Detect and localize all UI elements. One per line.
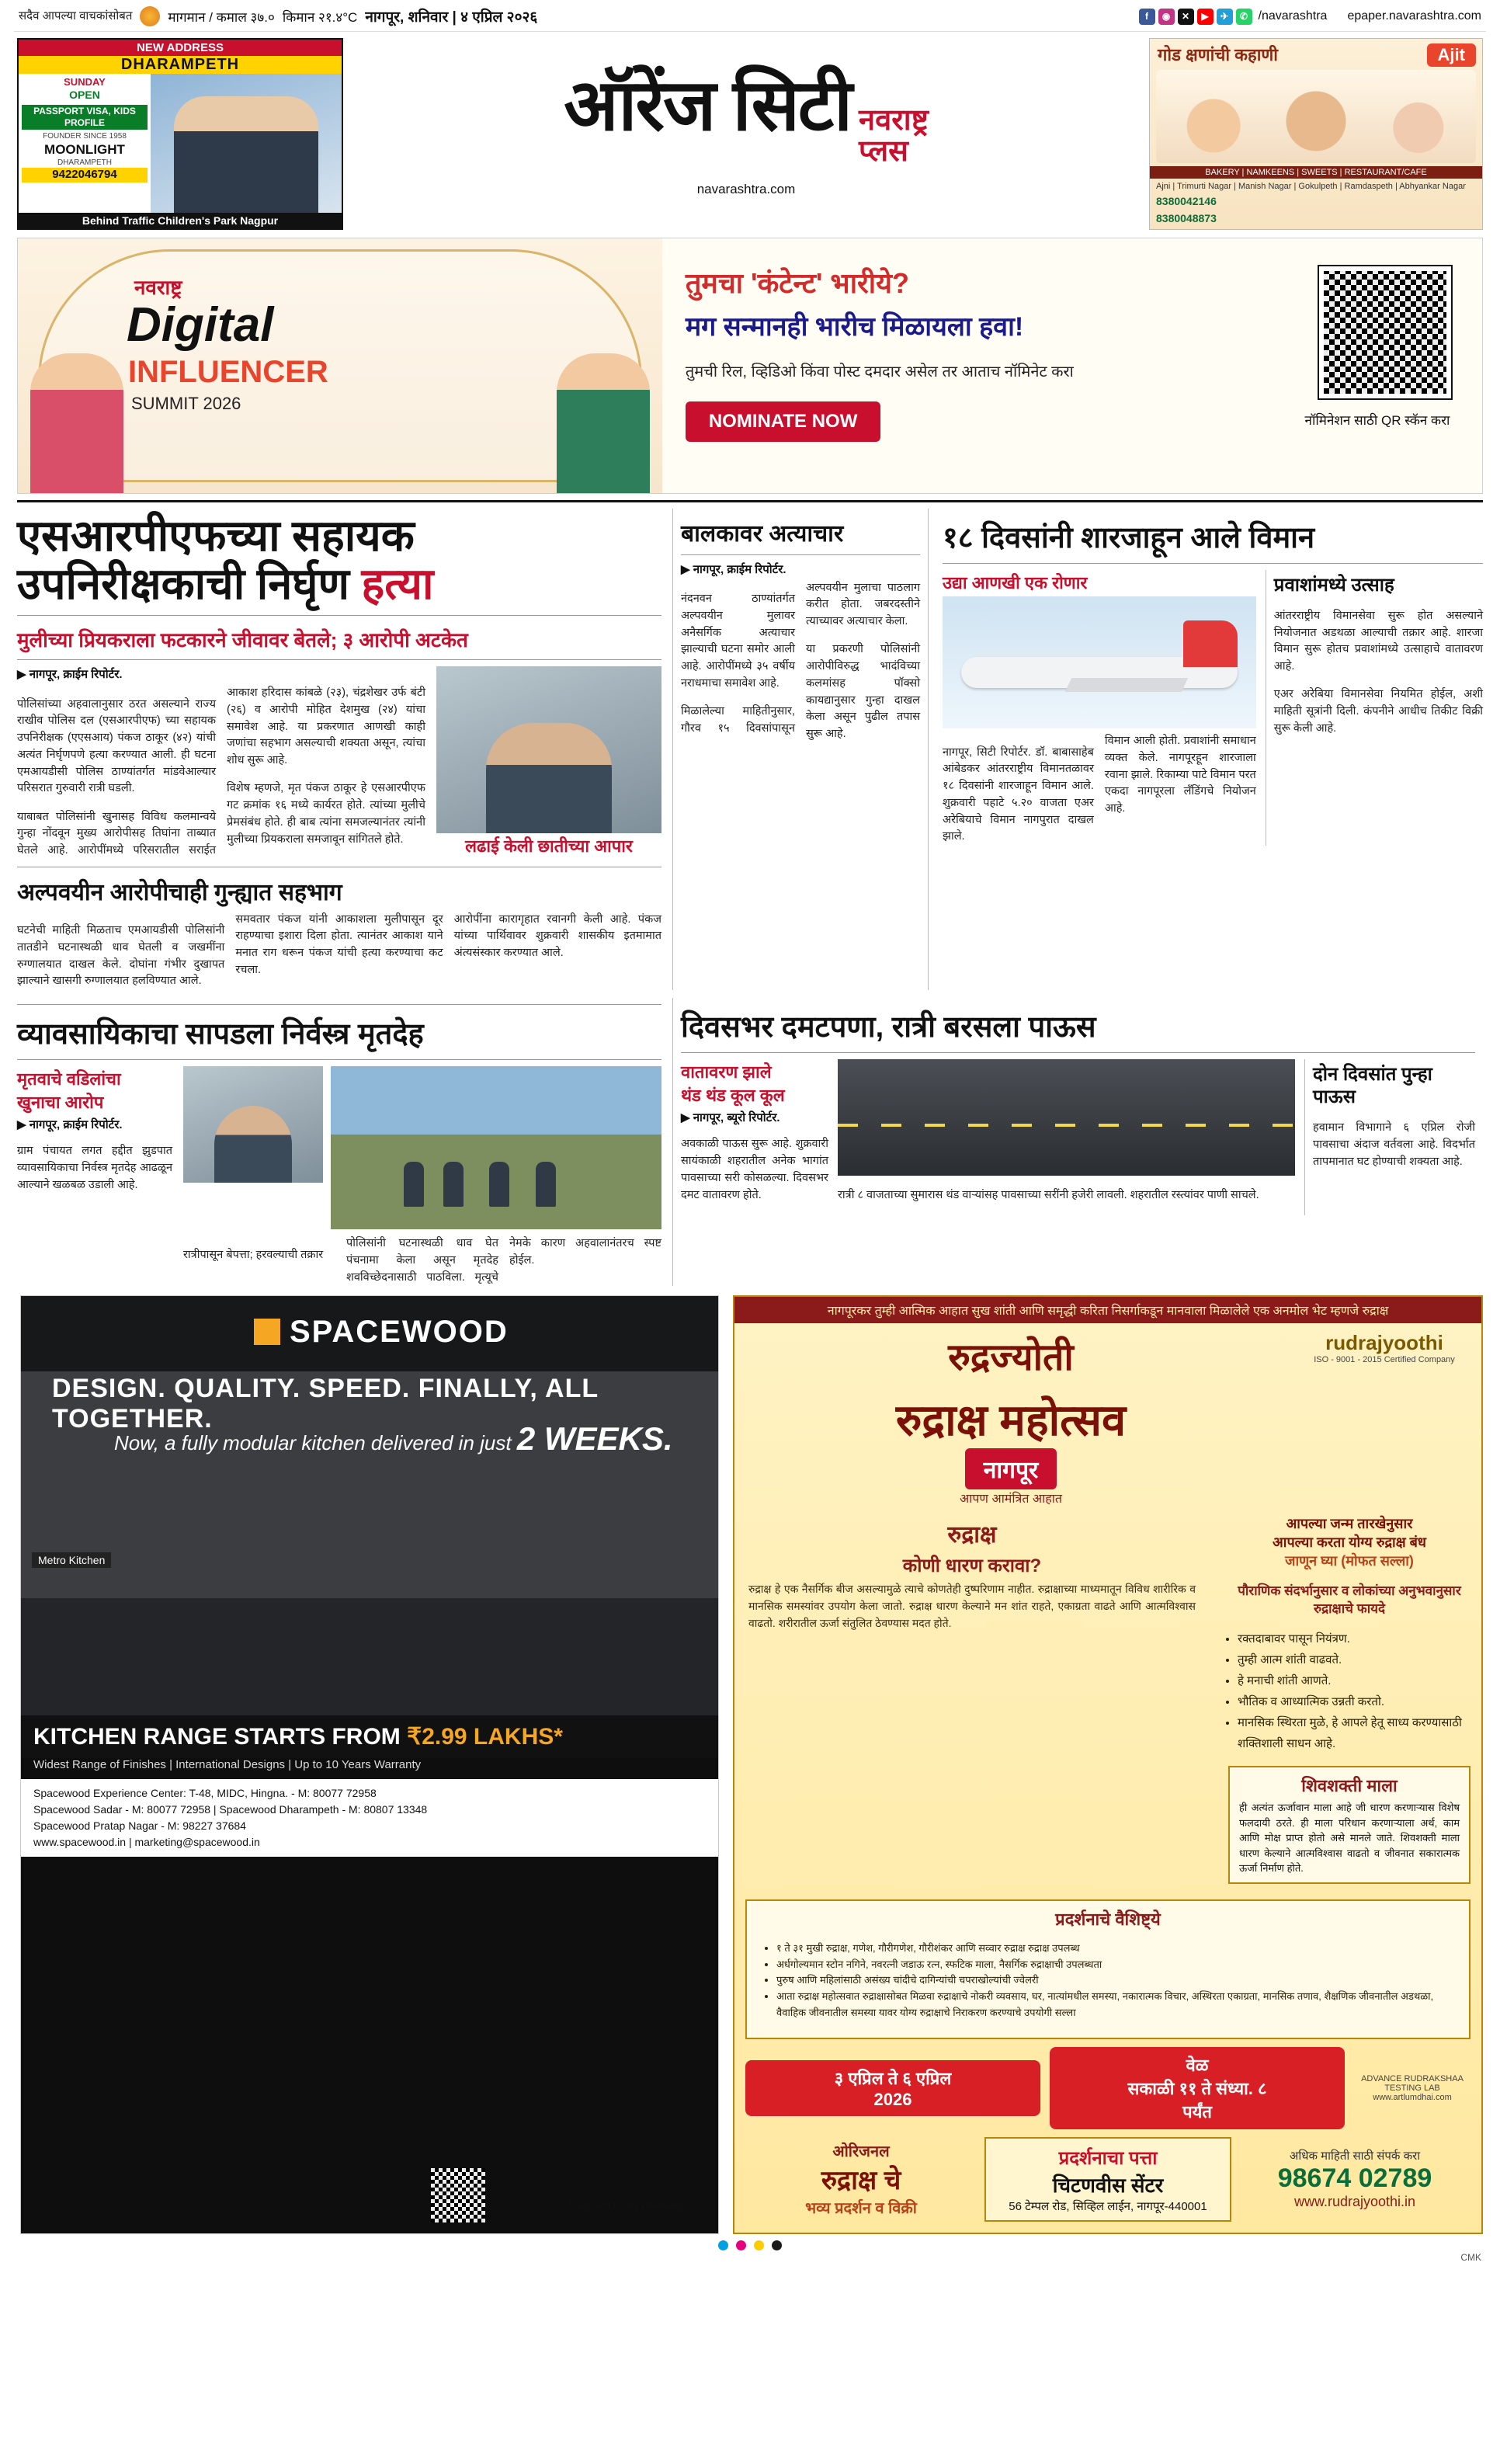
list-item: • पुरुष आणि महिलांसाठी असंख्य चांदीचे दागिन्यांची चपराखोल्यांची ज्वेलरी — [776, 1972, 1460, 1989]
youtube-icon[interactable]: ▶ — [1197, 9, 1214, 25]
list-item: • भौतिक व आध्यात्मिक उन्नती करतो. — [1238, 1691, 1481, 1712]
rain-para-3: रात्री ८ वाजताच्या सुमारास थंड वाऱ्यांसह पावसाच्या सरींनी हजेरी लावली. शहरातील रस्त्यांवर पाणी साचले. — [838, 1188, 1259, 1201]
ad-influencer-summit[interactable] — [17, 238, 1483, 494]
original-label-1: ओरिजनल — [832, 2143, 890, 2161]
ad-headline: गोड क्षणांची कहाणी — [1158, 45, 1279, 64]
rain-sub-title: दोन दिवसांत पुन्हा पाऊस — [1313, 1064, 1432, 1107]
ad-categories: BAKERY | NAMKEENS | SWEETS | RESTAURANT/CAFE — [1150, 166, 1482, 179]
spacewood-price: ₹2.99 LAKHS* — [407, 1724, 563, 1750]
venue-name: चिटणवीस सेंटर — [1052, 2173, 1164, 2197]
spacewood-weeks: 2 WEEKS. — [516, 1420, 673, 1458]
bottom-ads — [17, 1286, 1483, 2233]
ad-sunday-label: SUNDAY — [64, 76, 106, 88]
rain-para-2: हवामान विभागाने ६ एप्रिल रोजी पावसाचा अंदाज वर्तवला आहे. विदर्भात तापमानात घट होण्याची शक्यता आहे. — [1313, 1121, 1475, 1168]
summit-statement: मग सन्मानही भारीच मिळायला हवा! — [685, 311, 1024, 342]
sharjah-subtitle: उद्या आणखी एक रोणार — [943, 572, 1088, 593]
balakavar-para-3: या प्रकरणी पोलिसांनी आरोपीविरुद्ध भादंविच्या कलमांसह पॉक्सो कायद्यानुसार गुन्हा दाखल केला असून पुढील तपास सुरू आहे. — [806, 643, 920, 741]
sharjah-title: १८ दिवसांनी शारजाहून आले विमान — [943, 521, 1315, 554]
exhibition-features-box — [745, 1899, 1470, 2039]
ad-branches: Ajni | Trimurti Nagar | Manish Nagar | Gokulpeth | Ramdaspeth | Abhyankar Nagar — [1156, 182, 1466, 192]
rain-kicker-1: वातावरण झाले — [681, 1062, 772, 1083]
dancer-figure-left — [30, 353, 123, 493]
spacewood-sub: Now, a fully modular kitchen delivered in just 2 WEEKS. — [114, 1420, 673, 1458]
spacewood-range: KITCHEN RANGE STARTS FROM ₹2.99 LAKHS* — [21, 1715, 718, 1758]
rain-road-photo — [838, 1059, 1295, 1176]
balakavar-byline: ▶ नागपूर, क्राईम रिपोर्टर. — [681, 562, 786, 576]
timing-value: सकाळी ११ ते संध्या. ८ — [1127, 2078, 1267, 2098]
rain-para-1: अवकाळी पाऊस सुरू आहे. शुक्रवारी सायंकाळी शहरातील अनेक भागांत पावसाच्या सरी कोसळल्या. दिवसभर दमट वातावरण होते. — [681, 1138, 828, 1201]
lead-story-column — [17, 509, 661, 990]
rain-byline: ▶ नागपूर, ब्यूरो रिपोर्टर. — [681, 1110, 780, 1124]
dancer-figure-right — [557, 353, 650, 493]
whatsapp-icon[interactable]: ✆ — [1236, 9, 1252, 25]
shivshakti-title: शिवशक्ती माला — [1301, 1776, 1398, 1796]
summit-influencer: INFLUENCER — [128, 354, 328, 389]
summit-brand: नवराष्ट्र — [134, 275, 182, 299]
list-item: • तुम्ही आत्म शांती वाढवते. — [1238, 1649, 1481, 1670]
sharjah-para-1: नागपूर, सिटी रिपोर्टर. डॉ. बाबासाहेब आंबेडकर आंतरराष्ट्रीय विमानतळावर १८ दिवसांनी शारजाहून विमान आले. शुक्रवारी पहाटे ५.२० वाजता एअर अरेबियाचे विमान नागपुरात दाखल झाले. — [943, 745, 1094, 843]
rain-column — [672, 998, 1483, 1286]
list-item: • अर्धगोल्यमान स्टोन नगिने, नवरत्नी जडाऊ रत्न, स्फटिक माला, नैसर्गिक रुद्राक्षाची उपलब्धता — [776, 1957, 1460, 1973]
rudraksh-top-line: नागपूरकर तुम्ही आत्मिक आहात सुख शांती आणि समृद्धी करिता निसर्गाकडून मानवाला मिळालेले एक अनमोल भेट म्हणजे रुद्राक्ष — [734, 1297, 1481, 1323]
rudraksh-website[interactable]: www.rudrajyoothi.in — [1293, 2194, 1416, 2210]
masthead-title-block — [351, 38, 1141, 230]
temperature-min: किमान २१.४°C — [282, 9, 358, 25]
lab-website: www.artlumdhai.com — [1373, 2092, 1452, 2102]
ajit-logo: Ajit — [1427, 43, 1476, 67]
list-item: • मानसिक स्थिरता मुळे, हे आपले हेतू साध्य करण्यासाठी शक्तिशाली साधन आहे. — [1238, 1712, 1481, 1754]
spacewood-warranty: Widest Range of Finishes | International Designs | Up to 10 Years Warranty — [33, 1758, 422, 1772]
venue-box — [984, 2137, 1231, 2222]
ad-open-label: OPEN — [69, 89, 100, 102]
list-item: • १ ते ३१ मुखी रुद्राक्ष, गणेश, गौरीगणेश, गौरीशंकर आणि सव्वार रुद्राक्ष रुद्राक्ष उपलब्ध — [776, 1941, 1460, 1957]
list-item: • आता रुद्राक्ष महोत्सवात रुद्राक्षासोबत मिळवा रुद्राक्षाचे नोकरी व्यवसाय, घर, नात्यांमधील समस्या, नकारात्मक विचार, अस्थिरता एकाग्रता, मानसिक तणाव, शैक्षणिक जीवनातील अडथळा, वैवाहिक जीवनातील समस्या यावर योग्य रुद्राक्षाचे निराकरण करण्याचे उपयोगी सल्ला — [776, 1989, 1460, 2021]
summit-question: तुमचा 'कंटेन्ट' भारीये? — [685, 266, 909, 299]
ad-footer-address: Behind Traffic Children's Park Nagpur — [19, 213, 342, 228]
ad-moonlight-sub: DHARAMPETH — [57, 158, 112, 167]
venue-head: प्रदर्शनाचा पत्ता — [1058, 2147, 1158, 2169]
summit-year: SUMMIT 2026 — [131, 393, 241, 413]
exhibition-timing — [1050, 2047, 1345, 2129]
body-story-sub: रात्रीपासून बेपत्ता; हरवल्याची तक्रार — [183, 1248, 324, 1261]
list-item: • हे मनाची शांती आणते. — [1238, 1670, 1481, 1691]
rudraksh-birth-1: आपल्या जन्म तारखेनुसार — [1286, 1516, 1413, 1532]
paper-website[interactable]: navarashtra.com — [696, 182, 796, 197]
lab-name: ADVANCE RUDRAKSHAA TESTING LAB — [1361, 2073, 1464, 2093]
edition-date: नागपूर, शनिवार | ४ एप्रिल २०२६ — [365, 9, 538, 26]
lead-photo — [436, 666, 661, 833]
rudraksh-who-body: रुद्राक्ष हे एक नैसर्गिक बीज असल्यामुळे त्याचे कोणतेही दुष्परिणाम नाहीत. रुद्राक्षाच्या माध्यमातून विविध शारीरिक व मानसिक समस्यांवर उपयोग केला जातो. रुद्राक्ष धारण केल्याने मन शांत राहते, एकाग्रता वाढते आणि आत्मविश्वास वाढतो. शरीरातील ऊर्जा संतुलित ठेवण्यास मदत होते. — [748, 1583, 1196, 1629]
registration-dot-yellow — [754, 2240, 764, 2250]
list-item: • रक्तदाबावर पासून नियंत्रण. — [1238, 1628, 1481, 1649]
rudrajyoothi-logo: rudrajyoothi — [1325, 1331, 1443, 1355]
qr-caption: नॉमिनेशन साठी QR स्कॅन करा — [1304, 412, 1450, 428]
spacewood-tagline: DESIGN. QUALITY. SPEED. FINALLY, ALL TOGETHER. — [52, 1374, 599, 1434]
rudraksh-who-title-2: कोणी धारण करावा? — [902, 1555, 1042, 1577]
ad-photo — [151, 74, 342, 213]
facebook-icon[interactable]: f — [1139, 9, 1155, 25]
lead-photo-caption: लढाई केली छातीच्या आपार — [465, 836, 633, 857]
paper-subtitle-1: नवराष्ट्र — [859, 104, 929, 137]
color-registration-bar — [14, 2234, 1486, 2252]
airplane-photo — [943, 596, 1256, 728]
sub-story-1-para-1: घटनेची माहिती मिळताच एमआयडीसी पोलिसांनी तातडीने घटनास्थळी धाव घेतली व जखमींना रुग्णालयात दाखल केले. दोघांना गंभीर दुखापत झाल्याने खासगी रुग्णालयात हलविण्यात आले. — [17, 924, 225, 988]
lead-subhead: मुलीच्या प्रियकराला फटकारने जीवावर बेतले; ३ आरोपी अटकेत — [17, 628, 468, 652]
ad-brand-dharampeth: DHARAMPETH — [19, 56, 342, 74]
ad-moonlight-label: MOONLIGHT — [44, 142, 125, 158]
body-story-para-3: पोलिसांनी घटनास्थळी धाव घेत पंचनामा केला असून मृतदेह शवविच्छेदनासाठी पाठविला. मृत्यूचे नेमके कारण अहवालानंतरच स्पष्ट होईल. — [346, 1237, 661, 1284]
body-story-para-1: ग्राम पंचायत लगत हद्दीत झुडपात व्यावसायिकाचा निर्वस्त्र मृतदेह आढळून आल्याने खळबळ उडाली आहे. — [17, 1145, 172, 1191]
kitchen-label: Metro Kitchen — [32, 1552, 111, 1568]
social-links[interactable] — [1139, 9, 1328, 25]
ad-new-address-label: NEW ADDRESS — [19, 40, 342, 56]
original-label-3: भव्य प्रदर्शन व विक्री — [805, 2200, 917, 2218]
venue-address: 56 टेम्पल रोड, सिव्हिल लाईन, नागपूर-440001 — [1009, 2199, 1207, 2213]
body-story-byline: ▶ नागपूर, क्राईम रिपोर्टर. — [17, 1117, 123, 1131]
summit-art — [18, 238, 662, 493]
registration-dot-cyan — [718, 2240, 728, 2250]
exhibition-year: 2026 — [873, 2089, 912, 2109]
instagram-icon[interactable]: ◉ — [1158, 9, 1175, 25]
masthead — [14, 32, 1486, 231]
lead-headline-line2: उपनिरीक्षकाची निर्घृण — [17, 559, 362, 609]
original-label-2: रुद्राक्ष चे — [821, 2166, 901, 2196]
rudraksh-benefits-list — [1217, 1628, 1481, 1754]
paper-subtitle-2: प्लस — [859, 135, 908, 169]
cake-photo — [1156, 70, 1476, 163]
balakavar-column — [672, 509, 929, 990]
ad-phone-2: 8380048873 — [1156, 211, 1217, 224]
body-story-scene — [331, 1066, 661, 1229]
balakavar-title: बालकावर अत्याचार — [681, 520, 844, 547]
exhibition-dates — [745, 2060, 1040, 2116]
balakavar-para-1: नंदनवन ठाण्यांतर्गत अल्पवयीन मुलावर अनैसर्गिक अत्याचार झाल्याची घटना समोर आली आहे. आरोपींमध्ये ३५ वर्षीय नराधमाचा समावेश आहे. — [681, 593, 795, 690]
qr-code[interactable] — [1319, 266, 1451, 398]
x-icon[interactable]: ✕ — [1178, 9, 1194, 25]
spacewood-contact — [21, 1779, 718, 2212]
summit-digital: Digital — [127, 297, 274, 352]
rudraksh-who-title-1: रुद्राक्ष — [947, 1522, 997, 1548]
rudraksh-phone[interactable]: 98674 02789 — [1277, 2163, 1432, 2194]
epaper-link[interactable]: epaper.navarashtra.com — [1347, 9, 1481, 23]
spacewood-contact-3: Spacewood Pratap Nagar - M: 98227 37684 — [33, 1819, 246, 1833]
rain-left-spacer — [17, 998, 661, 1286]
body-story-portrait — [183, 1066, 323, 1183]
spacewood-web[interactable]: www.spacewood.in | marketing@spacewood.in — [33, 1836, 260, 1849]
sharjah-para-2: विमान आली होती. प्रवाशांनी समाधान व्यक्त केले. नागपूरहून शारजाला रवाना झाले. रिकाम्या पाटे विमान परत एकदा नागपूरला लँडिंगचे नियोजन आहे. — [1104, 735, 1256, 815]
shivshakti-body: ही अत्यंत ऊर्जावान माला आहे जी धारण करणाऱ्यास विशेष फलदायी ठरते. ही माला परिधान करणाऱ्याला अर्थ, काम आणि मोक्ष प्राप्त होतो असे मानले जाते. शिवशक्ती माला धारण केल्याने आत्मविश्वास वाढतो व जीवनात सकारात्मक ऊर्जा निर्माण होते. — [1239, 1802, 1460, 1875]
rudraksh-birth-3: जाणून घ्या (मोफत सल्ला) — [1285, 1553, 1414, 1569]
sub-story-1-para-3: आरोपींना कारागृहात रवानगी केली आहे. पंकज यांच्या पार्थिवावर शुक्रवारी शासकीय इतमामात अंत्यसंस्कार करण्यात आले. — [453, 912, 661, 960]
rudraksh-birth-2: आपल्या करता योग्य रुद्राक्ष बंध — [1273, 1534, 1426, 1551]
paper-tagline: सदैव आपल्या वाचकांसोबत — [19, 9, 133, 23]
rain-title: दिवसभर दमटपणा, रात्री बरसला पाऊस — [681, 1011, 1096, 1044]
spacewood-whatsapp-note: Chat with us on WhatsApp — [568, 2199, 687, 2212]
exhibition-date-range: ३ एप्रिल ते ६ एप्रिल — [834, 2068, 952, 2088]
ad-passport-label: PASSPORT VISA, KIDS PROFILE — [22, 105, 148, 130]
body-story-title: व्यावसायिकाचा सापडला निर्वस्त्र मृतदेह — [17, 1018, 424, 1051]
temperature-max: मागमान / कमाल ३७.० — [168, 9, 275, 25]
telegram-icon[interactable]: ✈ — [1217, 9, 1233, 25]
ad-spacewood[interactable] — [20, 1295, 719, 2233]
timing-label: वेळ — [1186, 2055, 1209, 2075]
ad-phone-1: 8380042146 — [1156, 194, 1217, 207]
sub-story-1-title: अल्पवयीन आरोपीचाही गुन्ह्यात सहभाग — [17, 879, 342, 905]
summit-copy — [662, 238, 1482, 493]
news-grid — [17, 509, 1483, 990]
rudraksh-title-2: रुद्राक्ष महोत्सव — [895, 1395, 1127, 1445]
ad-phone: 9422046794 — [22, 168, 148, 182]
pravashi-para-2: एअर अरेबिया विमानसेवा नियमित होईल, अशी माहिती सूत्रांनी दिली. कंपनीने आधीच तिकीट विक्री सुरू केली आहे. — [1273, 688, 1483, 735]
lead-para-1: पोलिसांच्या अहवालानुसार ठरत असल्याने राज्य राखीव पोलिस दल (एसआरपीएफ) च्या सहायक उपनिरीक्षक (एएसआय) पंकज ठाकूर (४२) यांची अत्यंत निर्घृणपणे हत्या करण्यात आली. ही घटना एमआयडीसी पोलिस ठाण्यांतर्गत मांडवेआल्यार परिसरात गुरुवारी रात्री घडली. — [17, 697, 216, 795]
exhibition-title: प्रदर्शनाचे वैशिष्ट्ये — [1055, 1909, 1161, 1929]
lead-para-2: याबाबत पोलिसांनी खुनासह विविध कलमान्वये गुन्हा नोंदवून मुख्य आरोपीसह तिघांना ताब्यात घेतले आहे. आरोपींमध्ये परिसरातील सराईत आकाश हरिदास कांबळे (२३), चंद्रशेखर उर्फ बंटी (२६) व आरोपी मोहित देशमुख (२४) यांचा समावेश आहे. या प्रकरणात आणखी काही जणांचा सहभाग असल्याची शक्यता असून, त्यांचा शोध सुरू आहे. — [17, 686, 425, 857]
rudraksh-myth-title: पौराणिक संदर्भानुसार व लोकांच्या अनुभवानुसार रुद्राक्षाचे फायदे — [1238, 1583, 1461, 1617]
sub-story-1-para-2: समवतार पंकज यांनी आकाशला मुलीपासून दूर राहण्याचा इशारा दिला होता. त्यानंतर आकाश याने मनात राग धरून पंकज यांची हत्या करण्याचा कट रचला. — [235, 912, 443, 976]
social-handle: /navarashtra — [1258, 9, 1328, 23]
ad-moonlight-dharampeth[interactable] — [17, 38, 343, 230]
body-story-kicker-1: मृतवाचे वडिलांचा — [17, 1069, 121, 1090]
lead-byline: ▶ नागपूर, क्राईम रिपोर्टर. — [17, 668, 123, 682]
rudraksh-title-1: रुद्रज्योती — [948, 1337, 1074, 1379]
summit-desc: तुमची रिल, व्हिडिओ किंवा पोस्ट दमदार असेल तर आताच नॉमिनेट करा — [685, 363, 1074, 381]
lead-para-3: विशेष म्हणजे, मृत पंकज ठाकूर हे एसआरपीएफ गट क्रमांक १६ मध्ये कार्यरत होते. त्यांच्या मुलीचे प्रेमसंबंध होते. ही बाब त्यांना समजल्यानंतर त्यांनी मुलीच्या प्रियकराला समजावून सांगितले होते. — [227, 782, 425, 846]
registration-dot-magenta — [736, 2240, 746, 2250]
lead-headline — [17, 512, 661, 609]
divider — [17, 500, 1483, 502]
registration-dot-black — [772, 2240, 782, 2250]
top-info-bar — [14, 0, 1486, 32]
ad-founder-label: FOUNDER SINCE 1958 — [43, 131, 127, 141]
rudraksh-invite: आपण आमंत्रित आहात — [959, 1493, 1063, 1507]
spacewood-contact-2: Spacewood Sadar - M: 80077 72958 | Spacewood Dharampeth - M: 80807 13348 — [33, 1803, 428, 1816]
lead-headline-line1: एसआरपीएफच्या सहायक — [17, 510, 415, 560]
rudraksh-iso: ISO - 9001 - 2015 Certified Company — [1314, 1355, 1455, 1365]
sun-icon — [140, 6, 160, 26]
spacewood-logo: SPACEWOOD — [254, 1315, 509, 1350]
paper-title: ऑरेंज सिटी — [564, 66, 851, 146]
testing-lab-seal — [1354, 2074, 1470, 2102]
ad-rudraksh-mahotsav[interactable] — [733, 1295, 1483, 2233]
pravashi-title: प्रवाशांमध्ये उत्साह — [1273, 574, 1394, 596]
rain-kicker-2: थंड थंड कूल कूल — [681, 1086, 785, 1106]
spacewood-contact-1: Spacewood Experience Center: T-48, MIDC, Hingna. - M: 80077 72958 — [33, 1787, 377, 1800]
rudraksh-city-badge: नागपूर — [965, 1448, 1057, 1489]
shivshakti-box — [1228, 1766, 1470, 1884]
timing-suffix: पर्यंत — [1182, 2101, 1212, 2122]
ad-ajit-bakery[interactable] — [1149, 38, 1483, 230]
sharjah-column — [939, 509, 1483, 990]
kitchen-photo — [21, 1296, 718, 1715]
body-story-kicker-2: खुनाचा आरोप — [17, 1093, 104, 1113]
balakavar-para-2: मिळालेल्या माहितीनुसार, गौरव १५ दिवसांपासून अल्पवयीन मुलाचा पाठलाग करीत होता. जबरदस्तीने त्याच्यावर अत्याचार केला. — [681, 581, 920, 735]
spacewood-qr-icon[interactable] — [431, 2168, 485, 2222]
spacewood-mark-icon — [254, 1319, 280, 1345]
nominate-now-button[interactable]: NOMINATE NOW — [686, 401, 881, 442]
rain-row — [17, 998, 1483, 1286]
print-note: CMK — [1460, 2251, 1481, 2263]
lead-headline-red: हत्या — [361, 559, 434, 609]
pravashi-para-1: आंतरराष्ट्रीय विमानसेवा सुरू होत असल्याने नियोजनात अडथळा आल्याची तक्रार आहे. शारजा विमान सुरू होतच प्रवाशांमध्ये उत्साहाचे वातावरण आहे. — [1273, 609, 1483, 673]
contact-head: अधिक माहिती साठी संपर्क करा — [1289, 2149, 1421, 2163]
